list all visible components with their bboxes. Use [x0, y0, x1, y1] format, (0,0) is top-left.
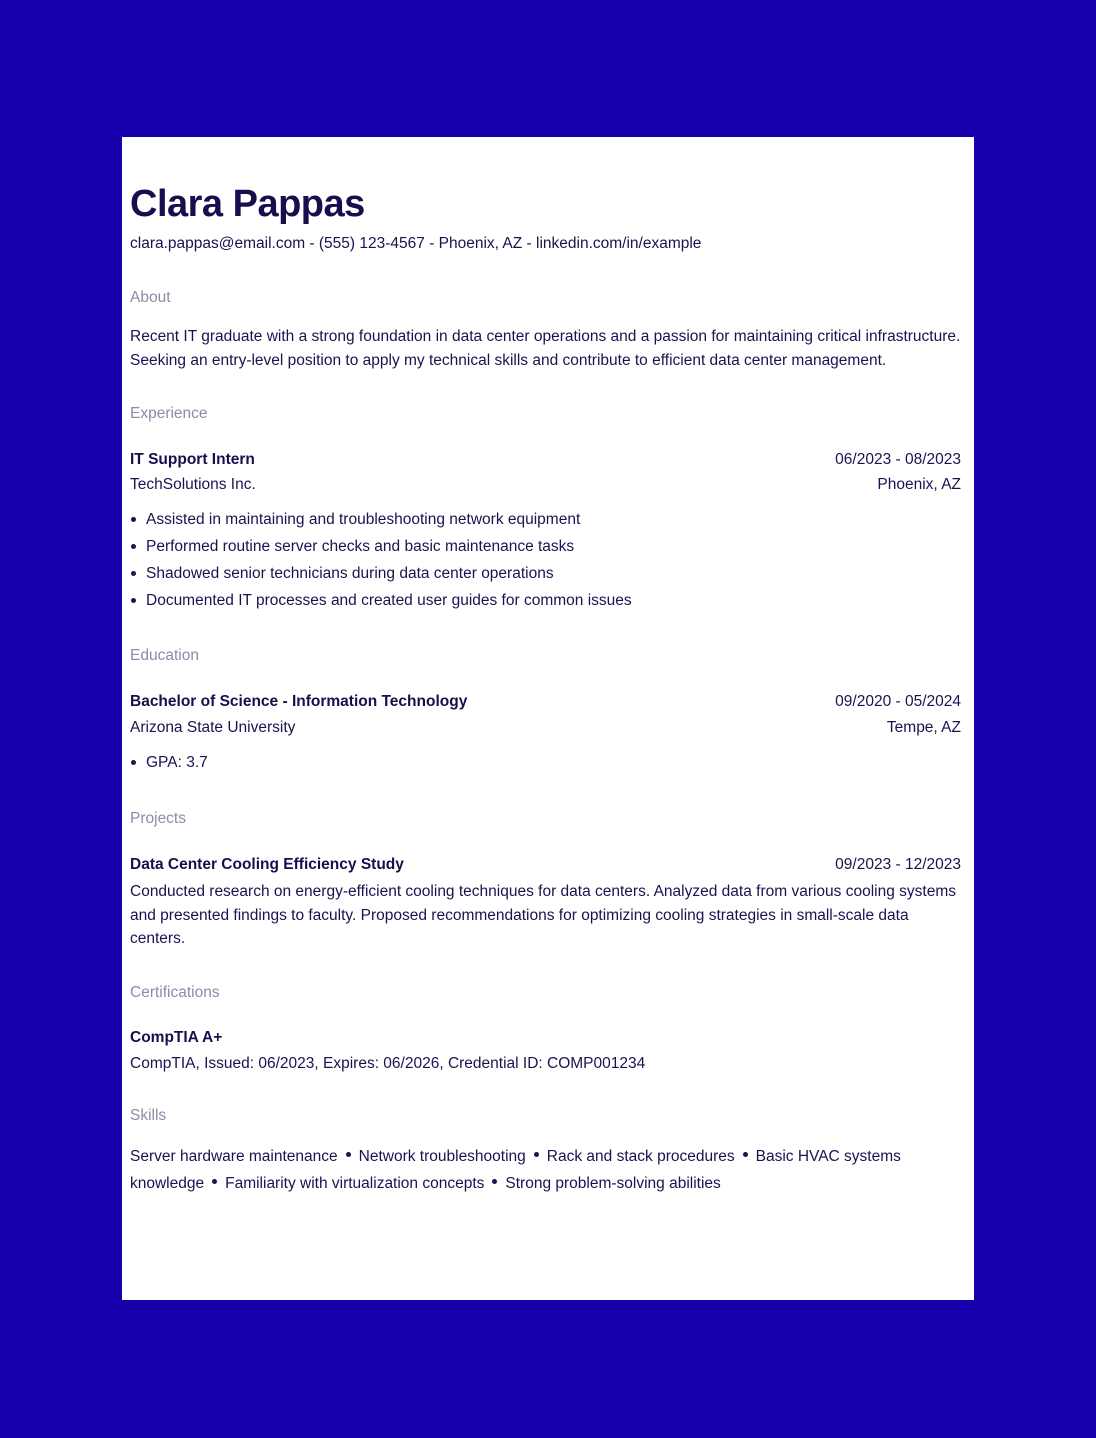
contact-line: clara.pappas@email.com - (555) 123-4567 - Phoenix, AZ - linkedin.com/in/example	[130, 235, 702, 252]
degree-title: Bachelor of Science - Information Technology	[130, 693, 468, 710]
skills-list	[130, 1143, 961, 1197]
project-entry	[130, 855, 961, 951]
education-dates: 09/2020 - 05/2024	[835, 693, 961, 710]
school-name: Arizona State University	[130, 719, 296, 736]
company-name: TechSolutions Inc.	[130, 476, 256, 493]
skill-item: Rack and stack procedures	[546, 1147, 735, 1165]
project-header-row	[130, 855, 961, 875]
education-entry	[130, 692, 961, 776]
list-item: Shadowed senior technicians during data center operations	[146, 560, 961, 587]
certification-name: CompTIA A+	[130, 1028, 223, 1046]
certification-issuer: CompTIA	[130, 1054, 196, 1072]
project-description: Conducted research on energy-efficient cooling techniques for data centers. Analyzed data from various cooling systems and presented findings to faculty. Proposed recommendations for optimizing cooling strategies in small-scale data centers.	[130, 883, 956, 947]
bullet-separator-icon	[212, 1179, 217, 1184]
job-dates: 06/2023 - 08/2023	[835, 451, 961, 468]
about-text: Recent IT graduate with a strong foundation in data center operations and a passion for maintaining critical infrastructure. Seeking an entry-level position to apply my technical skills and contribute to efficient data center management.	[130, 328, 961, 369]
skill-item: Familiarity with virtualization concepts	[225, 1174, 485, 1192]
section-label-experience: Experience	[130, 405, 208, 422]
experience-sub-row	[130, 475, 961, 495]
certification-entry	[130, 1028, 961, 1074]
school-location: Tempe, AZ	[886, 719, 961, 736]
education-sub-row	[130, 718, 961, 738]
bullet-separator-icon	[492, 1179, 497, 1184]
resume-page	[122, 137, 974, 1300]
certification-detail-line	[130, 1054, 961, 1074]
experience-header-row	[130, 450, 961, 470]
skill-item: Network troubleshooting	[358, 1147, 526, 1165]
section-label-projects: Projects	[130, 810, 186, 827]
education-header-row	[130, 692, 961, 712]
skill-item: Strong problem-solving abilities	[505, 1174, 721, 1192]
skill-item: Server hardware maintenance	[130, 1147, 338, 1165]
experience-bullets	[130, 506, 961, 614]
bullet-separator-icon	[346, 1152, 351, 1157]
list-item: Documented IT processes and created user guides for common issues	[146, 587, 961, 614]
list-item: Performed routine server checks and basic maintenance tasks	[146, 533, 961, 560]
experience-entry	[130, 450, 961, 614]
section-label-certifications: Certifications	[130, 983, 220, 1001]
section-label-education: Education	[130, 647, 199, 664]
education-bullets	[130, 749, 961, 776]
project-dates: 09/2023 - 12/2023	[835, 856, 961, 873]
section-label-about: About	[130, 289, 171, 306]
bullet-separator-icon	[743, 1152, 748, 1157]
list-item: Assisted in maintaining and troubleshooting network equipment	[146, 506, 961, 533]
job-title: IT Support Intern	[130, 451, 255, 468]
skill-item: Basic HVAC systems knowledge	[130, 1147, 901, 1192]
candidate-name: Clara Pappas	[130, 183, 365, 225]
job-location: Phoenix, AZ	[877, 476, 961, 493]
project-title: Data Center Cooling Efficiency Study	[130, 856, 404, 873]
section-label-skills: Skills	[130, 1106, 167, 1124]
certification-details: , Issued: 06/2023, Expires: 06/2026, Credential ID: COMP001234	[195, 1054, 646, 1072]
certification-name-row	[130, 1028, 961, 1048]
bullet-separator-icon	[534, 1152, 539, 1157]
list-item: GPA: 3.7	[146, 749, 961, 776]
